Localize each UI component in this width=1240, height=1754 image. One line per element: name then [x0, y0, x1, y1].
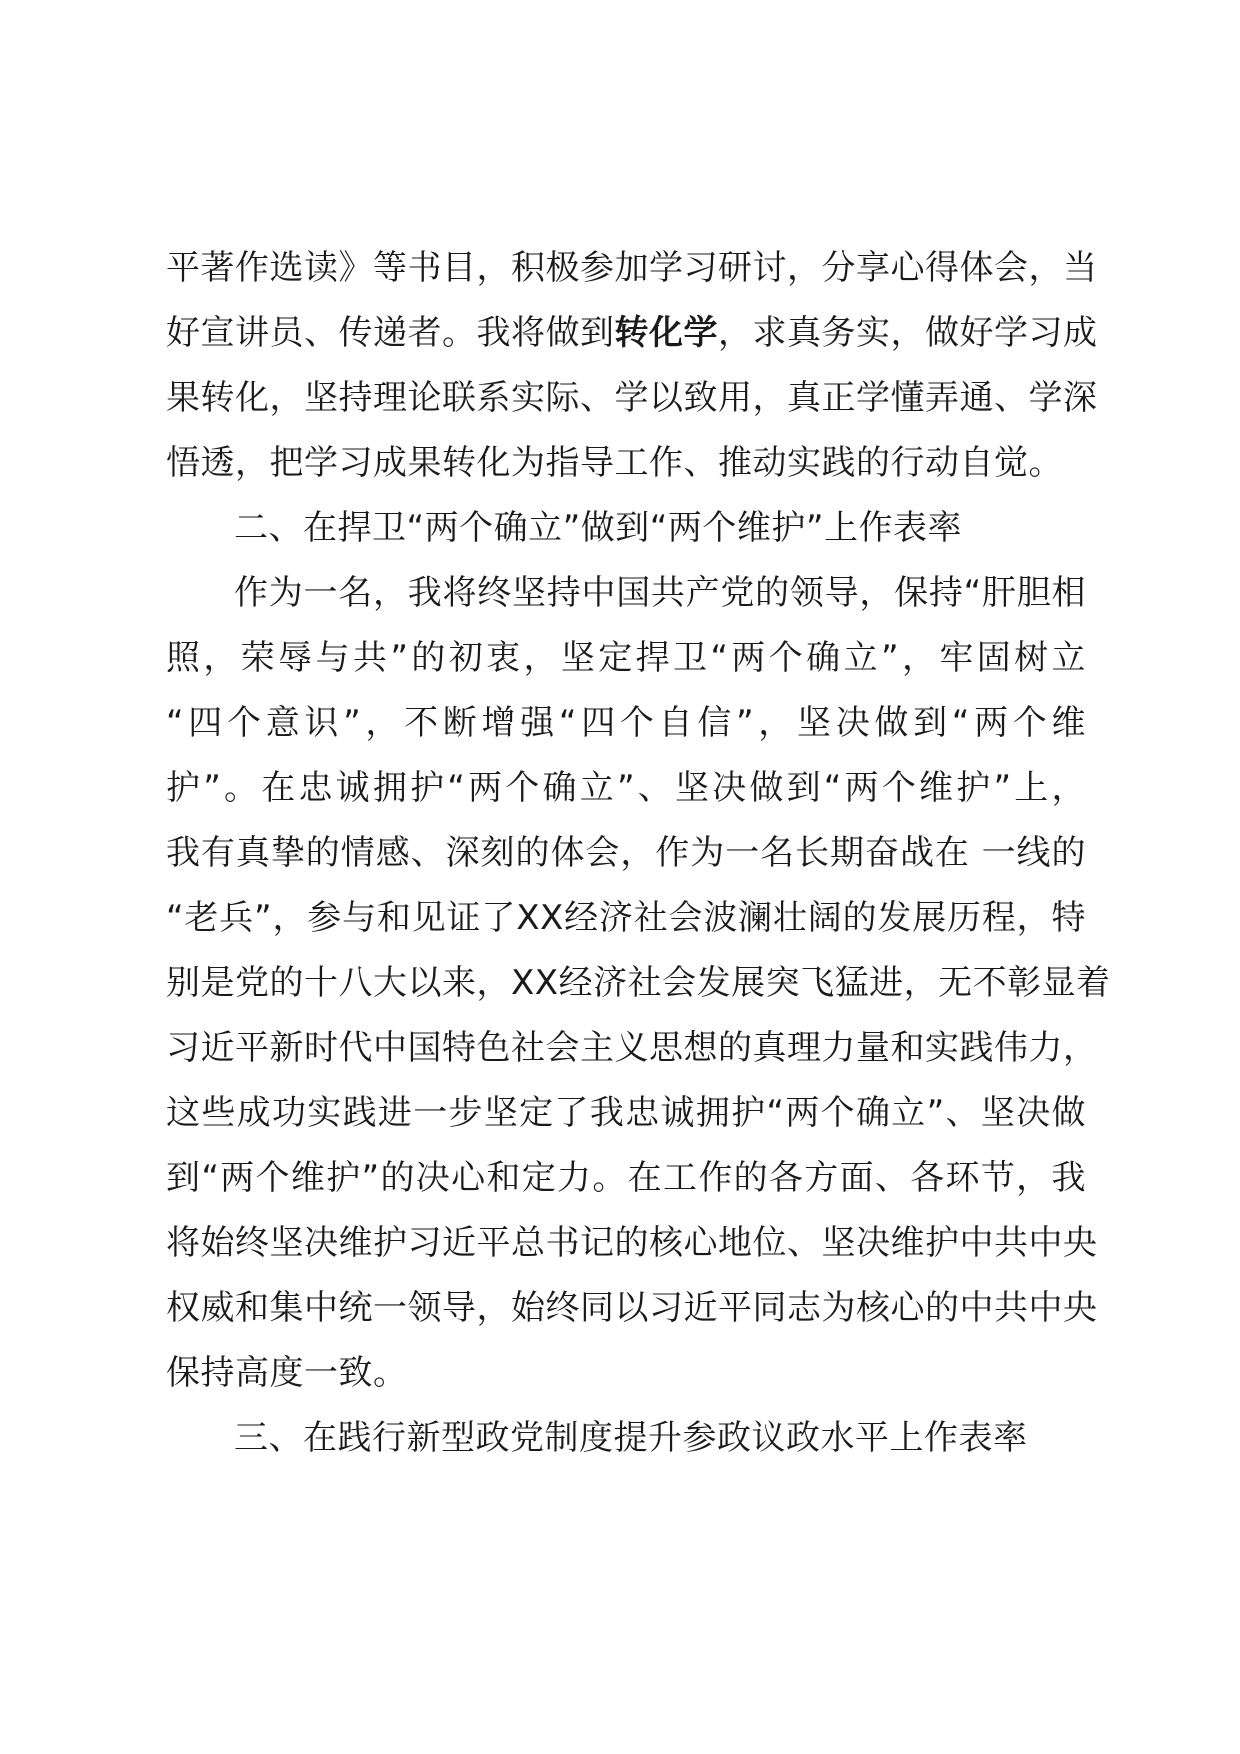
heading-text: 二、在捍卫“两个确立”做到“两个维护”上作表率 — [234, 508, 962, 548]
text-segment: ，求真务实，做好学习成 — [718, 313, 1098, 353]
text-line: 作为一名，我将终坚持中国共产党的领导，保持“肝胆相 — [234, 573, 1086, 613]
heading-text: 三、在践行新型政党制度提升参政议政水平上作表率 — [234, 1418, 1028, 1458]
paragraph-two-establishments — [166, 561, 1111, 1406]
paragraph-study-conversion — [166, 236, 1098, 496]
text-line — [166, 301, 1098, 366]
text-line: 权威和集中统一领导，始终同以习近平同志为核心的中共中央 — [166, 1288, 1098, 1328]
text-line: “四个意识”，不断增强“四个自信”，坚决做到“两个维 — [166, 703, 1086, 743]
text-line: 这些成功实践进一步坚定了我忠诚拥护“两个确立”、坚决做 — [166, 1093, 1086, 1133]
text-line: 到“两个维护”的决心和定力。在工作的各方面、各环节，我 — [166, 1158, 1086, 1198]
text-line: 将始终坚决维护习近平总书记的核心地位、坚决维护中共中央 — [166, 1223, 1098, 1263]
text-line: 我有真挚的情感、深刻的体会，作为一名长期奋战在 一线的 — [166, 833, 1086, 873]
text-line: 护”。在忠诚拥护“两个确立”、坚决做到“两个维护”上， — [166, 768, 1086, 808]
text-line: 习近平新时代中国特色社会主义思想的真理力量和实践伟力， — [166, 1028, 1098, 1068]
text-segment: 好宣讲员、传递者。我将做到 — [166, 313, 615, 353]
section-heading-three — [166, 1406, 1086, 1471]
section-heading-two — [166, 496, 1086, 561]
bold-phrase: 转化学 — [614, 313, 718, 353]
text-line: 照，荣辱与共”的初衷，坚定捍卫“两个确立”，牢固树立 — [166, 638, 1086, 678]
text-line: 平著作选读》等书目，积极参加学习研讨，分享心得体会，当 — [166, 248, 1098, 288]
text-line: 保持高度一致。 — [166, 1353, 408, 1393]
text-line: 别是党的十八大以来，XX经济社会发展突飞猛进，无不彰显着 — [166, 963, 1111, 1003]
text-line: 悟透，把学习成果转化为指导工作、推动实践的行动自觉。 — [166, 443, 1063, 483]
text-line: 果转化，坚持理论联系实际、学以致用，真正学懂弄通、学深 — [166, 378, 1098, 418]
text-line: “老兵”，参与和见证了XX经济社会波澜壮阔的发展历程，特 — [166, 898, 1086, 938]
